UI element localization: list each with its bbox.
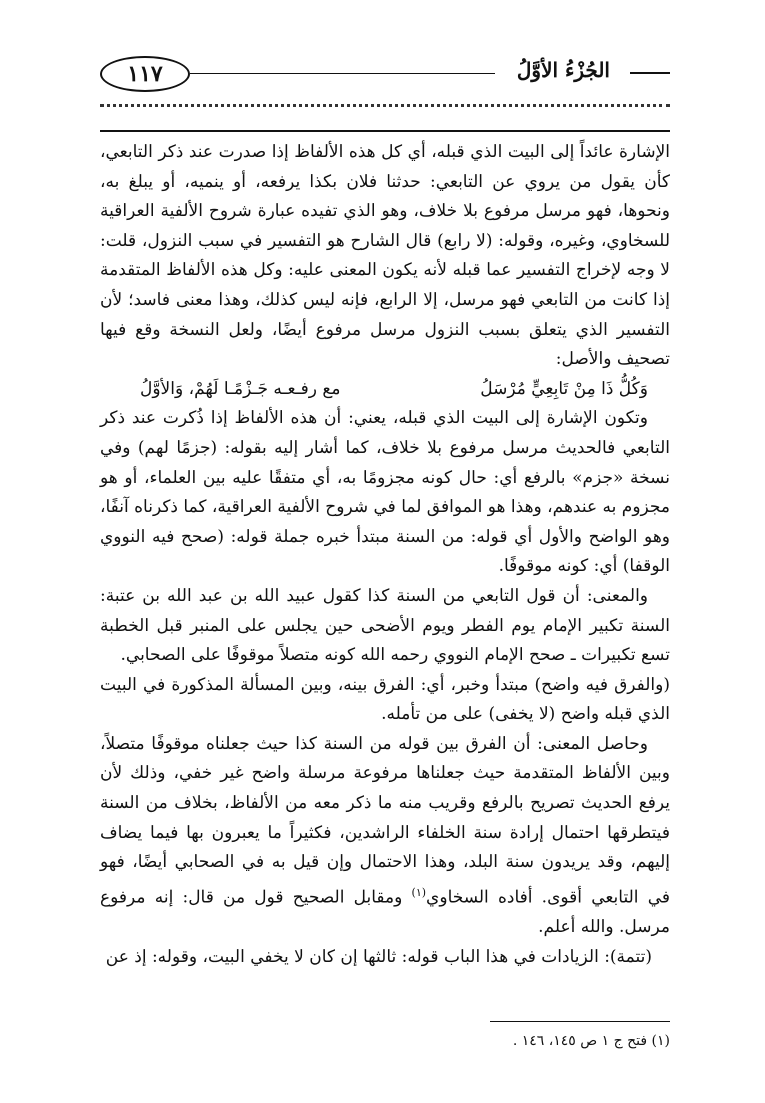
paragraph-3: والمعنى: أن قول التابعي من السنة كذا كقول عبيد الله بن عبد الله بن عتبة: السنة تكبير الإمام يوم الفطر ويوم الأضحى حين يجلس على المنبر قبل الخطبة تسع تكبيرات ـ صحح الإمام النووي رحمه الله كونه متصلاً موقوفًا على الصحابي. — [100, 585, 670, 666]
verse-hemistich-left: مع رفـعـه جَـزْمًـا لَهُمْ، وَالأوَّلُ — [140, 378, 341, 399]
verse-line — [100, 375, 670, 405]
verse-hemistich-right: وَكُلُّ ذَا مِنْ تَابِعِيٍّ مُرْسَلُ — [480, 378, 648, 399]
header-dash — [630, 72, 670, 74]
paragraph-5-text: وحاصل المعنى: أن الفرق بين قوله من السنة كذا حيث جعلناه موقوفًا متصلاً، وبين الألفاظ المتقدمة حيث جعلناها مرفوعة مرسلة واضح غير خفي، وذلك لأن يرفع الحديث تصريح بالرفع وقريب منه ما ذكر معه من الألفاظ، بخلاف من السنة فيتطرقها احتمال إرادة سنة الخلفاء الراشدين، فكثيراً ما يعبرون بها فيما يضاف إليهم، وقد يريدون سنة البلد، وهذا الاحتمال وإن قيل به في الصحابي أيضًا، فهو في التابعي أقوى. أفاده السخاوي — [100, 733, 670, 908]
paragraph-2: وتكون الإشارة إلى البيت الذي قبله، يعني: أن هذه الألفاظ إذا ذُكرت عند ذكر التابعي فالحديث مرسل مرفوع بلا خلاف، كما أشار إليه بقوله: (جزمًا لهم) وفي نسخة «جزم» بالرفع أي: حال كونه مجزومًا به، أي متفقًا عليه بين العلماء، أو هو مجزوم به عندهم، وهذا هو الموافق لما في شروح الألفية العراقية، كما ذكرناه آنفًا، وهو الواضح والأول أي قوله: من السنة مبتدأ خبره جملة قوله: (صحح فيه النووي الوقفا) أي: كونه موقوفًا. — [100, 408, 670, 577]
paragraph-4: (والفرق فيه واضح) مبتدأ وخبر، أي: الفرق بينه، وبين المسألة المذكورة في البيت الذي قبله واضح (لا يخفى) على من تأمله. — [100, 674, 670, 725]
paragraph-1: الإشارة عائداً إلى البيت الذي قبله، أي كل هذه الألفاظ إذا صدرت عند ذكر التابعي، كأن يقول من يروي عن التابعي: حدثنا فلان بكذا يرفعه، أو ينميه، أو يبلغ به، ونحوها، فهو مرسل مرفوع بلا خلاف، وهو الذي تفيده عبارة شروح الألفية العراقية للسخاوي، وغيره، وقوله: (لا رابع) قال الشارح هو التفسير في سبب النزول، قلت: لا وجه لإخراج التفسير عما قبله لأنه يكون المعنى عليه: وكل هذه الألفاظ المتقدمة إذا كانت من التابعي فهو مرسل، إلا الرابع، فإنه ليس كذلك، وهذا معنى فاسد؛ لأن التفسير الذي يتعلق بسبب النزول مرسل مرفوع أيضًا، ولعل النسخة وقع فيها تصحيف والأصل: — [100, 142, 670, 370]
main-text — [100, 138, 670, 972]
footnote-rule — [490, 1021, 670, 1022]
paragraph-6: (تتمة): الزيادات في هذا الباب قوله: ثالثها إن كان لا يخفي البيت، وقوله: إذ عن — [105, 946, 652, 967]
footnote: (١) فتح ج ١ ص ١٤٥، ١٤٦ . — [512, 1033, 670, 1049]
paragraph-5 — [100, 730, 670, 943]
running-title: الجُزْءُ الأوَّلُ — [516, 58, 610, 82]
page-header — [100, 52, 670, 102]
page-number: ١١٧ — [100, 56, 190, 92]
solid-divider — [100, 130, 670, 132]
header-rule — [190, 73, 495, 74]
paragraph-5-end: ومقابل الصحيح قول من قال: إنه مرفوع مرسل. والله أعلم. — [100, 887, 670, 938]
footnote-reference: (١) — [411, 885, 427, 899]
dotted-divider — [100, 104, 670, 107]
